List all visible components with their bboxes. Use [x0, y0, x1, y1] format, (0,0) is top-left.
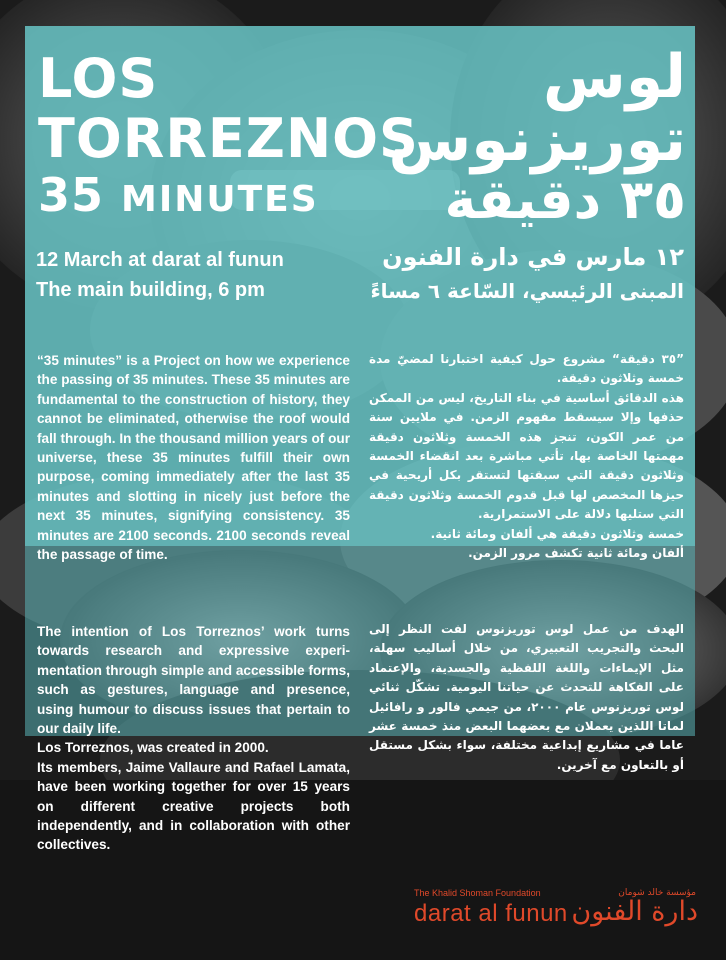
title-en-line2: TORREZNOS	[38, 107, 419, 170]
title-en-line1: LOS	[38, 47, 159, 110]
description-ar-block2	[369, 620, 684, 775]
title-ar-line1: لوس	[543, 42, 686, 112]
description-en-para1: “35 minutes” is a Project on how we experience the passing of 35 minutes. These 35 minutes are fundamental to the construction of history, they cannot be eliminated, otherwise the roof would fall through. In the thousand million years of our universe, these 35 minutes fulfill their own purpose, coming immediately after the last 35 minutes and slotting in nicely just before the next 35 minutes, signifying consistency. 35 minutes are 2100 seconds. 2100 seconds reveal the passage of time.	[37, 353, 350, 563]
description-ar-para4: ألفان ومائة ثانية تكشف مرور الزمن.	[468, 546, 684, 561]
description-en-block1	[37, 351, 350, 564]
logo-foundation-ar: مؤسسة خالد شومان	[618, 888, 696, 898]
logo-name-en: darat al funun	[414, 900, 568, 927]
title-english	[38, 47, 419, 222]
description-ar-para3: خمسة وثلاثون دقيقة هي ألفان ومائة ثانية.	[430, 526, 684, 541]
title-ar-line3: ٣٥ دقيقة	[444, 168, 686, 231]
description-en-para2: The intention of Los Torreznos’ work turns towards research and expressive experi-mentation through simple and accessible forms, such as gestures, language and presence, using humour to discuss issues that pertain to our daily life.	[37, 624, 350, 737]
description-ar-para5: الهدف من عمل لوس توريزنوس لفت النظر إلى البحث والتجريب التعبيري، من خلال أساليب سهلة، مثل الإيماءات واللغة اللفظية والجسدية، والإعتماد على الفكاهة للتحدث عن حياتنا اليومية. تشكّل ثنائي لوس توريزنوس عام ٢٠٠٠، من جيمي فالور و رافائيل لماتا اللذين يعملان مع بعضهما البعض منذ خمسة عشر عاما في مشاريع إبداعية مختلفة، سواء بشكل مستقل أو بالتعاون مع آخرين.	[369, 622, 684, 772]
subtitle-english	[36, 245, 284, 305]
title-en-number: 35	[38, 168, 105, 222]
title-en-line3	[38, 168, 419, 222]
event-place-ar: المبنى الرئيسي، السّاعة ٦ مساءً	[370, 279, 684, 303]
description-ar-para1: ”٣٥ دقيقة“ مشروع حول كيفية اختبارنا لمضيّ مدة خمسة وثلاثون دقيقة.	[369, 352, 684, 386]
title-arabic	[388, 42, 686, 231]
darat-al-funun-logo	[414, 888, 714, 938]
event-date-en: 12 March at darat al funun	[36, 249, 284, 271]
description-en-para4: Its members, Jaime Vallaure and Rafael Lamata, have been working together for over 15 years on different creative projects both independently, and in collaboration with other collectives.	[37, 759, 350, 853]
logo-name-ar: دارة الفنون	[571, 896, 698, 927]
title-en-minutes: MINUTES	[121, 179, 319, 220]
description-ar-block1	[369, 350, 684, 563]
description-en-block2	[37, 622, 350, 855]
subtitle-arabic	[370, 240, 684, 308]
title-ar-line2: توريزنوس	[388, 105, 686, 175]
logo-foundation-en: The Khalid Shoman Foundation	[414, 888, 541, 898]
event-date-ar: ١٢ مارس في دارة الفنون	[382, 243, 684, 271]
description-en-para3: Los Torreznos, was created in 2000.	[37, 740, 269, 756]
description-ar-para2: هذه الدقائق أساسية في بناء التاريخ، ليس من الممكن حذفها وإلا سيسقط مفهوم الزمن. في ملايين سنة من عمر الكون، تنجز هذه الخمسة وثلاثون دقيقة مهمتها الخاصة بها، تأتي مباشرة بعد انقضاء الخمسة وثلاثون دقيقة التي سبقتها لتستقر بكل أريحية في حيزها المخصص لها قبل قدوم الخمسة وثلاثون دقيقة التي ستليها دلالة على الاستمرارية.	[369, 390, 684, 522]
event-place-en: The main building, 6 pm	[36, 279, 265, 301]
